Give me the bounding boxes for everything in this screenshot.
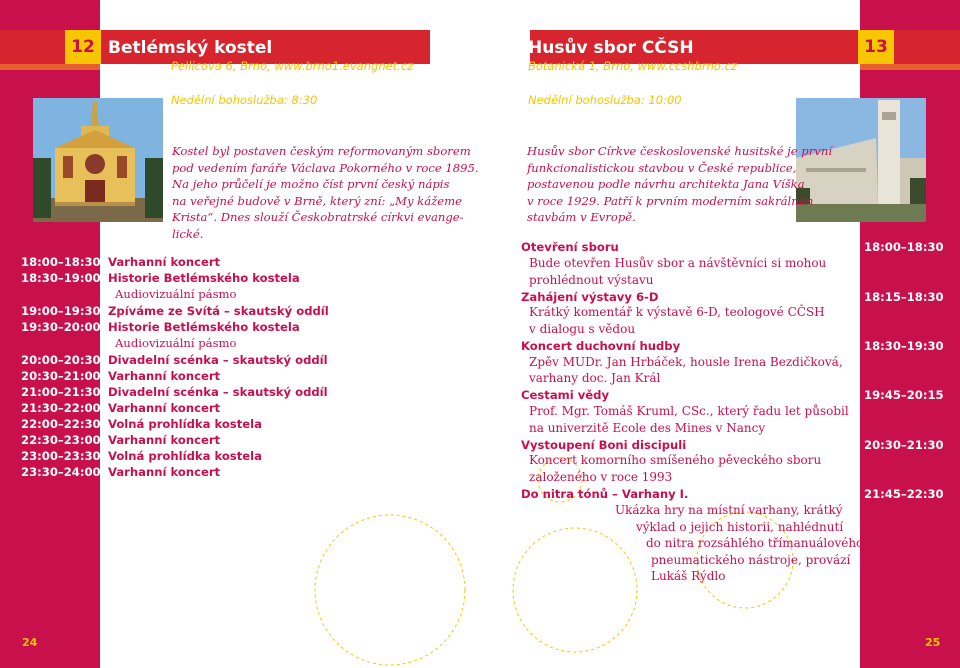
schedule-time: 22:00–22:30	[21, 417, 101, 431]
schedule-event: Varhanní koncert	[108, 369, 221, 383]
schedule-event: Historie Betlémského kostela	[108, 271, 300, 285]
schedule-event-detail: Audiovizuální pásmo	[115, 336, 237, 350]
schedule-event: Cestami vědy	[521, 388, 610, 402]
description-line: Husův sbor Církve československé husitské je první	[527, 144, 832, 158]
schedule-event: Varhanní koncert	[108, 433, 221, 447]
right-page-number-box: 13	[858, 30, 894, 64]
schedule-event-detail: v dialogu s vědou	[529, 322, 636, 336]
schedule-time: 21:45–22:30	[864, 487, 944, 501]
schedule-event-detail: Audiovizuální pásmo	[115, 287, 237, 301]
schedule-time: 21:30–22:00	[21, 401, 101, 415]
right-address: Botanická 1, Brno, www.ccshbrno.cz	[528, 59, 737, 73]
schedule-event-detail: varhany doc. Jan Král	[529, 371, 661, 385]
schedule-event-detail: prohlédnout výstavu	[529, 273, 654, 287]
description-line: stavbám v Evropě.	[527, 210, 636, 225]
description-line: v roce 1929. Patří k prvním moderním sakrálním	[527, 193, 814, 208]
schedule-event: Volná prohlídka kostela	[108, 449, 262, 463]
schedule-time: 22:30–23:00	[21, 433, 101, 447]
description-line: pod vedením faráře Václava Pokorného v roce 1895.	[172, 160, 479, 175]
schedule-event: Divadelní scénka – skautský oddíl	[108, 353, 328, 367]
description-line: postavenou podle návrhu architekta Jana Víška	[527, 177, 805, 192]
schedule-event-detail: Krátký komentář k výstavě 6-D, teologové CČSH	[529, 305, 825, 319]
left-title: Betlémský kostel	[108, 38, 273, 58]
schedule-event: Koncert duchovní hudby	[521, 339, 681, 353]
schedule-time: 19:00–19:30	[21, 304, 101, 318]
right-description	[527, 143, 832, 226]
schedule-event-detail: pneumatického nástroje, provází	[651, 553, 851, 567]
schedule-time: 23:00–23:30	[21, 449, 101, 463]
description-line: na veřejné budově v Brně, který zní: „My kážeme	[172, 193, 462, 208]
schedule-event: Divadelní scénka – skautský oddíl	[108, 385, 328, 399]
schedule-event: Otevření sboru	[521, 240, 619, 254]
schedule-event: Volná prohlídka kostela	[108, 417, 262, 431]
schedule-time: 18:00–18:30	[21, 255, 101, 269]
left-description	[172, 143, 479, 243]
betlemsky-kostel-photo	[33, 98, 163, 222]
description-line: funkcionalistickou stavbou v České republice,	[527, 160, 797, 175]
schedule-event-detail: na univerzitě Ecole des Mines v Nancy	[529, 421, 766, 435]
left-page-number-box: 12	[65, 30, 101, 64]
description-line: Kostel byl postaven českým reformovaným sborem	[172, 144, 471, 158]
left-tram-info: Tram 4, 5, 6, 12, 13 (Šilingrovo nám.)	[171, 76, 386, 90]
description-line: Krista“. Dnes slouží Českobratrské církvi evange-	[172, 210, 464, 225]
schedule-event: Varhanní koncert	[108, 401, 221, 415]
right-page-number: 25	[925, 636, 941, 649]
schedule-event: Historie Betlémského kostela	[108, 320, 300, 334]
schedule-event-detail: Zpěv MUDr. Jan Hrbáček, housle Irena Bezdičková,	[529, 355, 843, 369]
description-line: Na jeho průčelí je možno číst první český nápis	[172, 177, 450, 192]
schedule-time: 18:15–18:30	[864, 290, 944, 304]
right-tram-info: Tram 1, 6 (Antonínská) Trol 29, 32, 34, 36 (Smetanova)	[528, 76, 845, 90]
schedule-event-detail: Ukázka hry na místní varhany, krátký	[615, 503, 843, 517]
schedule-event-detail: Lukáš Rýdlo	[651, 569, 726, 583]
schedule-event: Varhanní koncert	[108, 465, 221, 479]
schedule-event-detail: Bude otevřen Husův sbor a návštěvníci si mohou	[529, 256, 827, 270]
left-service-time: Nedělní bohoslužba: 8:30	[171, 93, 318, 107]
schedule-event-detail: výklad o jejich historii, nahlédnutí	[636, 520, 844, 534]
schedule-event-detail: do nitra rozsáhlého třímanuálového	[646, 536, 864, 550]
schedule-time: 20:00–20:30	[21, 353, 101, 367]
schedule-time: 23:30–24:00	[21, 465, 101, 479]
schedule-time: 20:30–21:00	[21, 369, 101, 383]
schedule-time: 19:45–20:15	[864, 388, 944, 402]
left-address: Pellicova 6, Brno, www.brno1.evangnet.cz	[171, 59, 414, 73]
schedule-event-detail: Koncert komorního smíšeného pěveckého sboru	[529, 453, 822, 467]
left-page-number: 24	[22, 636, 38, 649]
schedule-time: 18:30–19:30	[864, 339, 944, 353]
schedule-time: 19:30–20:00	[21, 320, 101, 334]
schedule-time: 18:30–19:00	[21, 271, 101, 285]
schedule-event: Do nitra tónů – Varhany I.	[521, 487, 689, 501]
schedule-time: 21:00–21:30	[21, 385, 101, 399]
schedule-time: 20:30–21:30	[864, 438, 944, 452]
right-title: Husův sbor CČSH	[528, 38, 694, 58]
schedule-time: 18:00–18:30	[864, 240, 944, 254]
schedule-event-detail: Prof. Mgr. Tomáš Kruml, CSc., který řadu let působil	[529, 404, 849, 418]
schedule-event: Vystoupení Boni discipuli	[521, 438, 687, 452]
description-line: lické.	[172, 226, 204, 241]
right-service-time: Nedělní bohoslužba: 10:00	[528, 93, 682, 107]
schedule-event: Zahájení výstavy 6-D	[521, 290, 659, 304]
schedule-event: Varhanní koncert	[108, 255, 221, 269]
schedule-event: Zpíváme ze Svítá – skautský oddíl	[108, 304, 329, 318]
schedule-event-detail: založeného v roce 1993	[529, 470, 673, 484]
